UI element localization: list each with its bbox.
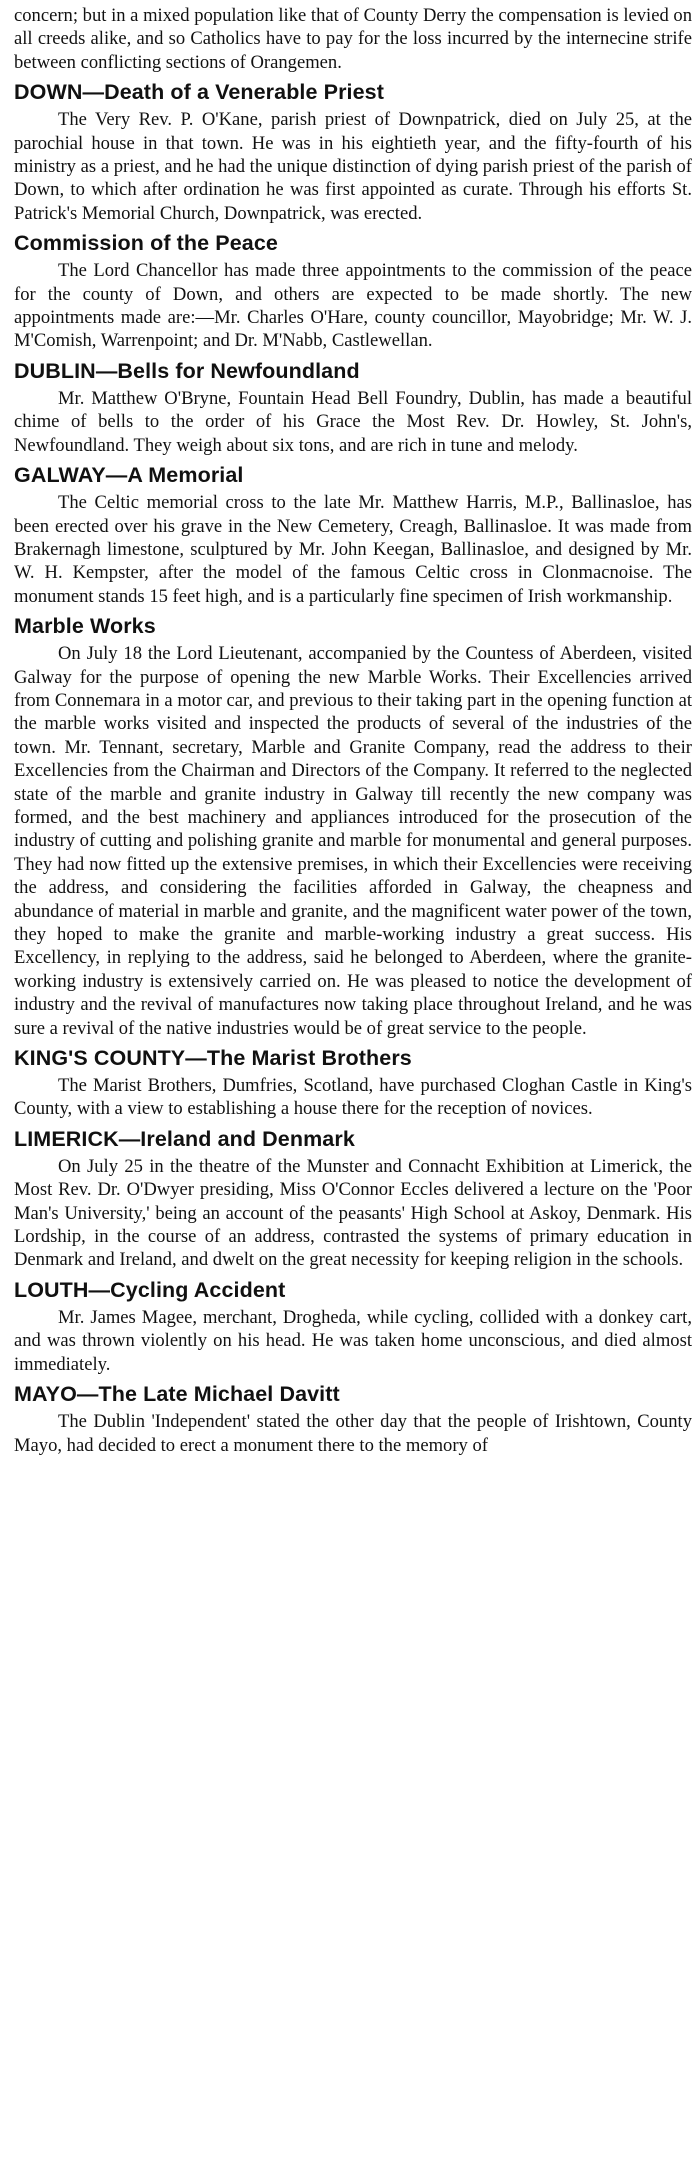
paragraph-marist-brothers: The Marist Brothers, Dumfries, Scotland, have purchased Cloghan Castle in King's County, with a view to establishing a house there for the reception of novices. [14, 1075, 692, 1120]
paragraph-dublin-bells: Mr. Matthew O'Bryne, Fountain Head Bell Foundry, Dublin, has made a beautiful chime of bells to the order of his Grace the Most Rev. Dr. Howley, St. John's, Newfoundland. They weigh about six tons, and are rich in tune and melody. [14, 387, 692, 456]
paragraph-down-priest: The Very Rev. P. O'Kane, parish priest of Downpatrick, died on July 25, at the parochial house in that town. He was in his eightieth year, and the fifty-fourth of his ministry as a priest, and he had the unique distinction of dying parish priest of the parish of Down, to which after ordination he was first appointed as curate. Through his efforts St. Patrick's Memorial Church, Downpatrick, was erected. [14, 109, 692, 224]
heading-dublin-bells: DUBLIN—Bells for Newfoundland [14, 358, 360, 383]
paragraph-continued: concern; but in a mixed population like that of County Derry the compensation is levied on all creeds alike, and so Catholics have to pay for the loss incurred by the internecine strife between conflicting sections of Orangemen. [14, 5, 692, 73]
heading-mayo-davitt: MAYO—The Late Michael Davitt [14, 1382, 340, 1407]
heading-kings-county-marist: KING'S COUNTY—The Marist Brothers [14, 1046, 412, 1071]
heading-limerick-denmark: LIMERICK—Ireland and Denmark [14, 1126, 355, 1151]
heading-louth-cycling: LOUTH—Cycling Accident [14, 1277, 286, 1302]
heading-commission-peace: Commission of the Peace [14, 231, 278, 256]
paragraph-limerick-denmark: On July 25 in the theatre of the Munster and Connacht Exhibition at Limerick, the Most Rev. Dr. O'Dwyer presiding, Miss O'Connor Eccles delivered a lecture on the 'Poor Man's University,' being an account of the peasants' High School at Askoy, Denmark. His Lordship, in the course of an address, contrasted the systems of primary education in Denmark and Ireland, and dwelt on the great necessity for keeping religion in the schools. [14, 1155, 692, 1271]
paragraph-louth-cycling: Mr. James Magee, merchant, Drogheda, while cycling, collided with a donkey cart, and was thrown violently on his head. He was taken home unconscious, and died almost immediately. [14, 1306, 692, 1375]
heading-galway-memorial: GALWAY—A Memorial [14, 463, 244, 488]
heading-down-venerable-priest: DOWN—Death of a Venerable Priest [14, 80, 384, 105]
paragraph-marble-works: On July 18 the Lord Lieutenant, accompanied by the Countess of Aberdeen, visited Galway for the purpose of opening the new Marble Works. Their Excellencies arrived from Connemara in a motor car, and previous to their taking part in the opening function at the marble works visited and inspected the products of several of the industries of the town. Mr. Tennant, secretary, Marble and Granite Company, read the address to their Excellencies from the Chairman and Directors of the Company. It referred to the neglected state of the marble and granite industry in Galway till recently the new company was formed, and the best machinery and appliances introduced for the prosecution of the industry of cutting and polishing granite and marble for monumental and general purposes. They had now fitted up the extensive premises, in which their Excellencies were receiving the address, and considering the facilities afforded in Galway, the cheapness and abundance of material in marble and granite, and the magnificent water power of the town, they hoped to make the granite and marble-working industry a great success. His Excellency, in replying to the address, said he belonged to Aberdeen, where the granite-working industry is extensively carried on. He was pleased to notice the development of industry and the revival of manufactures now taking place throughout Ireland, and he was sure a revival of the native industries would be of great service to the people. [14, 643, 692, 1039]
paragraph-commission-peace: The Lord Chancellor has made three appointments to the commission of the peace for the county of Down, and others are expected to be made shortly. The new appointments made are:—Mr. Charles O'Hare, county councillor, Mayobridge; Mr. W. J. M'Comish, Warrenpoint; and Dr. M'Nabb, Castlewellan. [14, 260, 692, 352]
heading-marble-works: Marble Works [14, 614, 156, 639]
paragraph-mayo-davitt: The Dublin 'Independent' stated the other day that the people of Irishtown, County Mayo, had decided to erect a monument there to the memory of [14, 1411, 692, 1456]
paragraph-galway-memorial: The Celtic memorial cross to the late Mr. Matthew Harris, M.P., Ballinasloe, has been erected over his grave in the New Cemetery, Creagh, Ballinasloe. It was made from Brakernagh limestone, sculptured by Mr. John Keegan, Ballinasloe, and designed by Mr. W. H. Kempster, after the model of the famous Celtic cross in Clonmacnoise. The monument stands 15 feet high, and is a particularly fine specimen of Irish workmanship. [14, 492, 692, 607]
